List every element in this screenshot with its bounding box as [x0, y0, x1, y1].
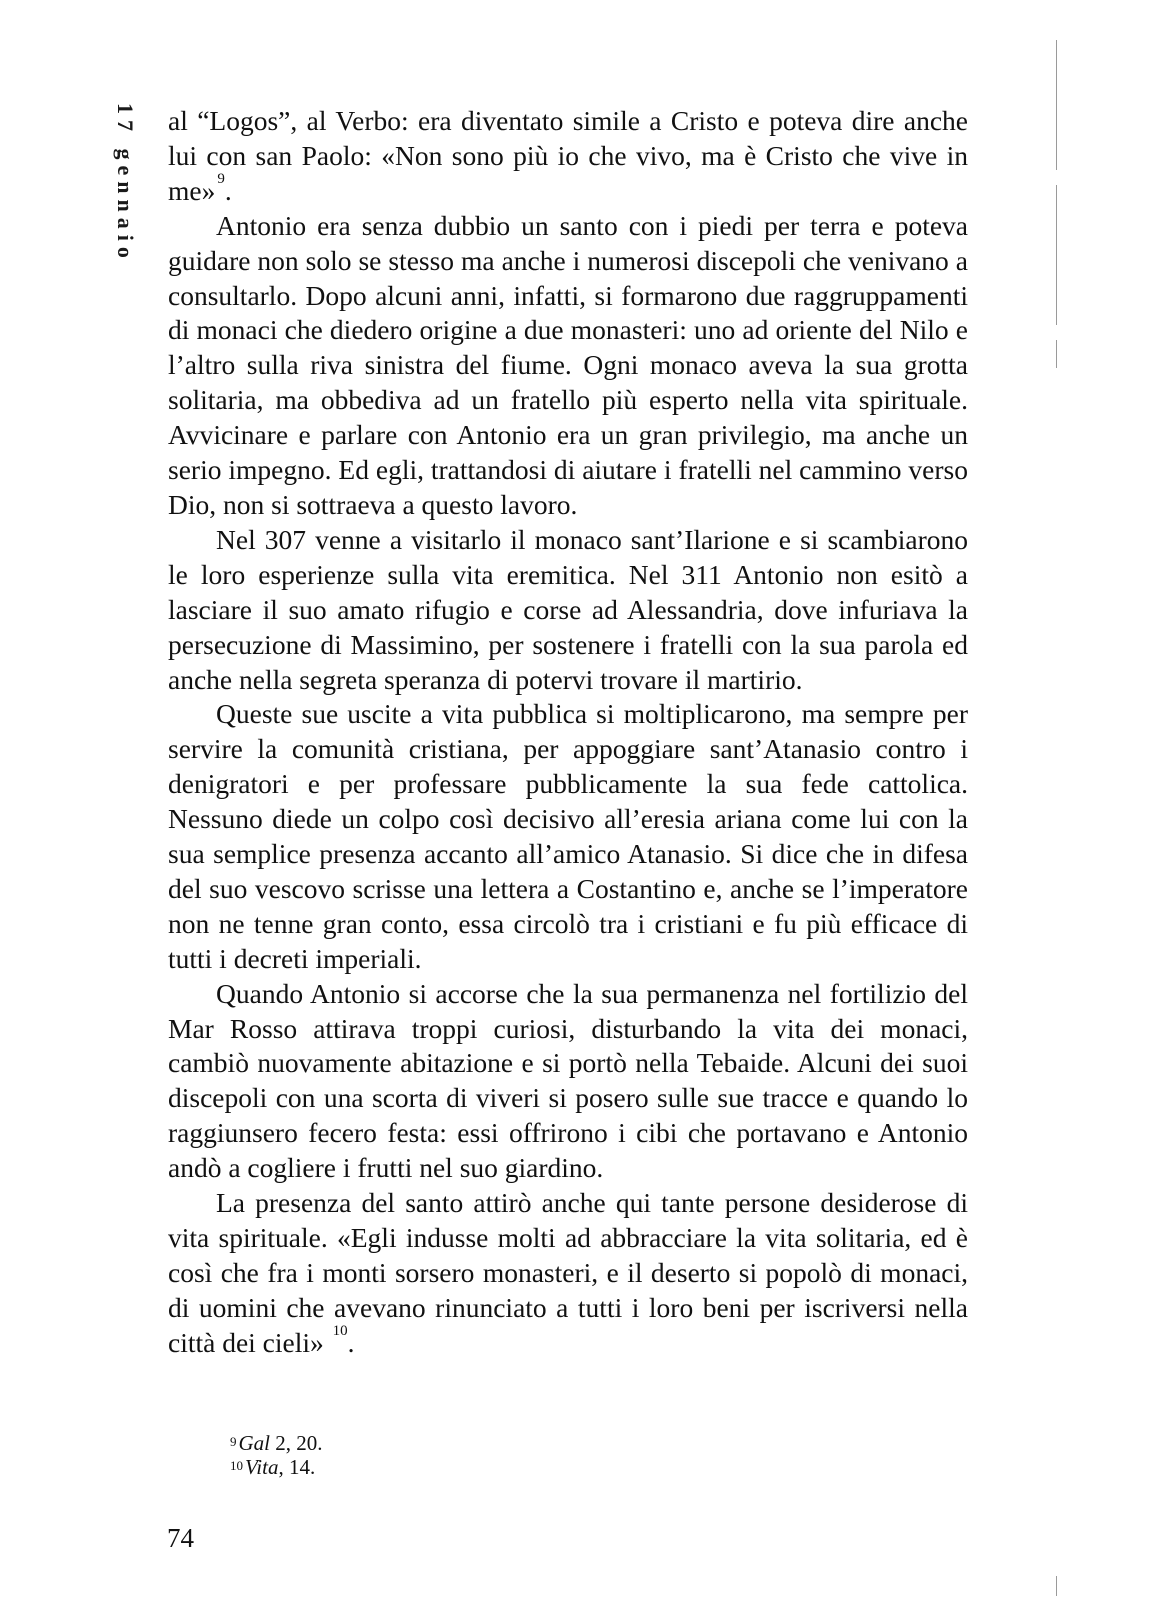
footnote-number: 10 — [230, 1458, 243, 1473]
running-head: 17 gennaio — [113, 103, 138, 264]
footnote-work: Vita — [245, 1455, 279, 1479]
footnote — [230, 1431, 323, 1455]
scan-edge-line — [1056, 340, 1057, 368]
footnote-ref-text: , 14. — [278, 1455, 316, 1479]
page-number: 74 — [167, 1523, 194, 1553]
paragraph — [168, 1186, 968, 1361]
footnote-ref[interactable]: 9 — [217, 170, 225, 187]
scan-edge-line — [1056, 185, 1057, 325]
scan-edge-line — [1056, 40, 1057, 170]
paragraph: Quando Antonio si accorse che la sua permanenza nel fortilizio del Mar Rosso attirava troppi curiosi, disturbando la vita dei monaci, cambiò nuovamente abitazione e si portò nella Tebaide. Alcuni dei suoi discepoli con una scorta di viveri si posero sulle sue tracce e quando lo raggiunsero fecero festa: essi offrirono i cibi che portavano e Antonio andò a cogliere i frutti nel suo giardino. — [168, 977, 968, 1184]
paragraph: Queste sue uscite a vita pubblica si moltiplicarono, ma sempre per servire la comunità cristiana, per appoggiare sant’Atanasio contro i denigratori e per professare pubblicamente la sua fede cattolica. Nessuno diede un colpo così decisivo all’eresia ariana come lui con la sua semplice presenza accanto all’amico Atanasio. Si dice che in difesa del suo vescovo scrisse una lettera a Costantino e, anche se l’imperatore non ne tenne gran conto, essa circolò tra i cristiani e fu più efficace di tutti i decreti imperiali. — [168, 698, 968, 974]
scan-edge-line — [1056, 1576, 1057, 1596]
footnote-ref-text: 2, 20. — [270, 1431, 323, 1455]
footnotes — [230, 1431, 323, 1479]
paragraph-tail: . — [224, 174, 232, 206]
paragraph — [168, 104, 968, 209]
paragraph: Antonio era senza dubbio un santo con i piedi per terra e poteva guidare non solo se stesso ma anche i numerosi discepoli che venivano a consultarlo. Dopo alcuni anni, infatti, si formarono due raggruppamenti di monaci che diedero origine a due monasteri: uno ad oriente del Nilo e l’altro sulla riva sinistra del fiume. Ogni monaco aveva la sua grotta solitaria, ma obbediva ad un fratello più esperto nella vita spirituale. Avvicinare e parlare con Antonio era un gran privilegio, ma anche un serio impegno. Ed egli, trattandosi di aiutare i fratelli nel cammino verso Dio, non si sottraeva a questo lavoro. — [168, 209, 968, 520]
paragraph: Nel 307 venne a visitarlo il monaco sant’Ilarione e si scambiarono le loro esperienze sulla vita eremitica. Nel 311 Antonio non esitò a lasciare il suo amato rifugio e corse ad Alessandria, dove infuriava la persecuzione di Massimino, per sostenere i fratelli con la sua parola ed anche nella segreta speranza di potervi trovare il martirio. — [168, 523, 968, 695]
footnote — [230, 1455, 323, 1479]
paragraph-tail: . — [347, 1326, 355, 1358]
body-text — [168, 104, 968, 1361]
footnote-ref[interactable]: 10 — [332, 1322, 348, 1339]
paragraph-text: al “Logos”, al Verbo: era diventato simile a Cristo e poteva dire anche lui con san Paolo: «Non sono più io che vivo, ma è Cristo che vive in me» — [168, 105, 968, 206]
footnote-work: Gal — [238, 1431, 270, 1455]
paragraph-text: La presenza del santo attirò anche qui tante persone desiderose di vita spirituale. «Egli indusse molti ad abbracciare la vita solitaria, ed è così che fra i monti sorsero monasteri, e il deserto si popolò di monaci, di uomini che avevano rinunciato a tutti i loro beni per iscriversi nella città dei cieli» — [168, 1187, 968, 1358]
footnote-number: 9 — [230, 1434, 237, 1449]
